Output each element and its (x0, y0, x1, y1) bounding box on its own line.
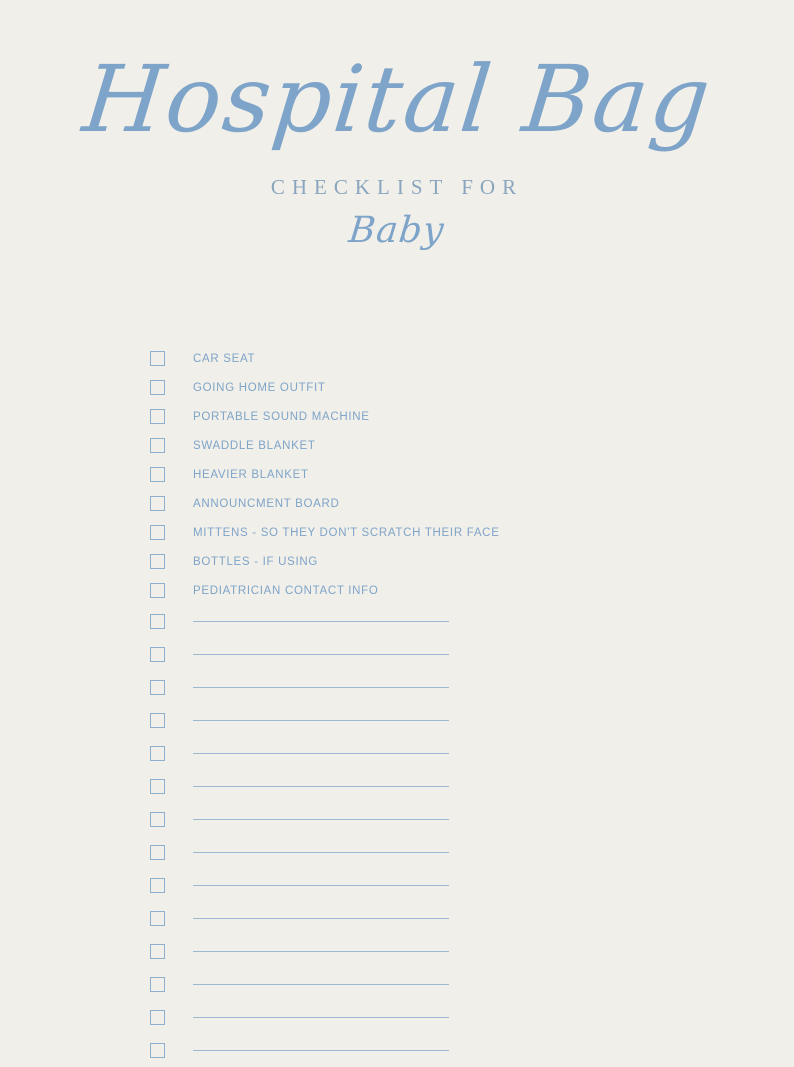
checkbox-icon[interactable] (150, 647, 165, 662)
write-in-line[interactable] (193, 918, 449, 919)
checklist-item[interactable] (150, 373, 670, 402)
checkbox-icon[interactable] (150, 977, 165, 992)
checkbox-icon[interactable] (150, 614, 165, 629)
write-in-line[interactable] (193, 1017, 449, 1018)
page-subtitle-script: Baby (347, 209, 447, 251)
checklist-blank-item[interactable] (150, 704, 670, 737)
checkbox-icon[interactable] (150, 1043, 165, 1058)
checklist (150, 344, 670, 1067)
checkbox-icon[interactable] (150, 525, 165, 540)
checkbox-icon[interactable] (150, 1010, 165, 1025)
checklist-item-label: HEAVIER BLANKET (193, 468, 309, 481)
write-in-line[interactable] (193, 654, 449, 655)
checklist-filled-rows (150, 344, 670, 605)
checklist-blank-item[interactable] (150, 1034, 670, 1067)
checklist-item-label: SWADDLE BLANKET (193, 439, 316, 452)
checkbox-icon[interactable] (150, 746, 165, 761)
checklist-blank-item[interactable] (150, 605, 670, 638)
write-in-line[interactable] (193, 951, 449, 952)
checklist-blank-item[interactable] (150, 638, 670, 671)
checklist-item[interactable] (150, 344, 670, 373)
write-in-line[interactable] (193, 687, 449, 688)
checklist-item[interactable] (150, 431, 670, 460)
checklist-item-label: PORTABLE SOUND MACHINE (193, 410, 370, 423)
checkbox-icon[interactable] (150, 680, 165, 695)
checkbox-icon[interactable] (150, 380, 165, 395)
checklist-blank-item[interactable] (150, 803, 670, 836)
checklist-blank-item[interactable] (150, 770, 670, 803)
checkbox-icon[interactable] (150, 812, 165, 827)
checkbox-icon[interactable] (150, 438, 165, 453)
write-in-line[interactable] (193, 621, 449, 622)
checklist-blank-item[interactable] (150, 902, 670, 935)
checklist-blank-rows (150, 605, 670, 1067)
checklist-blank-item[interactable] (150, 737, 670, 770)
checklist-blank-item[interactable] (150, 935, 670, 968)
page-title: Hospital Bag (77, 46, 717, 153)
checklist-item-label: ANNOUNCMENT BOARD (193, 497, 340, 510)
checklist-item[interactable] (150, 489, 670, 518)
checkbox-icon[interactable] (150, 554, 165, 569)
checklist-item-label: GOING HOME OUTFIT (193, 381, 326, 394)
checkbox-icon[interactable] (150, 845, 165, 860)
checkbox-icon[interactable] (150, 467, 165, 482)
checklist-item-label: CAR SEAT (193, 352, 256, 365)
checklist-blank-item[interactable] (150, 869, 670, 902)
checkbox-icon[interactable] (150, 351, 165, 366)
checklist-blank-item[interactable] (150, 1001, 670, 1034)
checkbox-icon[interactable] (150, 583, 165, 598)
write-in-line[interactable] (193, 885, 449, 886)
checklist-item[interactable] (150, 576, 670, 605)
write-in-line[interactable] (193, 984, 449, 985)
write-in-line[interactable] (193, 852, 449, 853)
write-in-line[interactable] (193, 720, 449, 721)
checkbox-icon[interactable] (150, 911, 165, 926)
write-in-line[interactable] (193, 786, 449, 787)
checklist-blank-item[interactable] (150, 671, 670, 704)
checklist-item-label: BOTTLES - IF USING (193, 555, 319, 568)
checkbox-icon[interactable] (150, 496, 165, 511)
checklist-blank-item[interactable] (150, 836, 670, 869)
checklist-item[interactable] (150, 547, 670, 576)
checklist-blank-item[interactable] (150, 968, 670, 1001)
checklist-item[interactable] (150, 460, 670, 489)
write-in-line[interactable] (193, 819, 449, 820)
checkbox-icon[interactable] (150, 779, 165, 794)
checklist-item-label: MITTENS - SO THEY DON'T SCRATCH THEIR FACE (193, 526, 500, 539)
checklist-item-label: PEDIATRICIAN CONTACT INFO (193, 584, 379, 597)
write-in-line[interactable] (193, 1050, 449, 1051)
page-subtitle: CHECKLIST FOR (270, 174, 524, 199)
write-in-line[interactable] (193, 753, 449, 754)
checklist-item[interactable] (150, 402, 670, 431)
checkbox-icon[interactable] (150, 944, 165, 959)
checkbox-icon[interactable] (150, 409, 165, 424)
checklist-item[interactable] (150, 518, 670, 547)
page-header (0, 0, 794, 251)
checkbox-icon[interactable] (150, 878, 165, 893)
checkbox-icon[interactable] (150, 713, 165, 728)
